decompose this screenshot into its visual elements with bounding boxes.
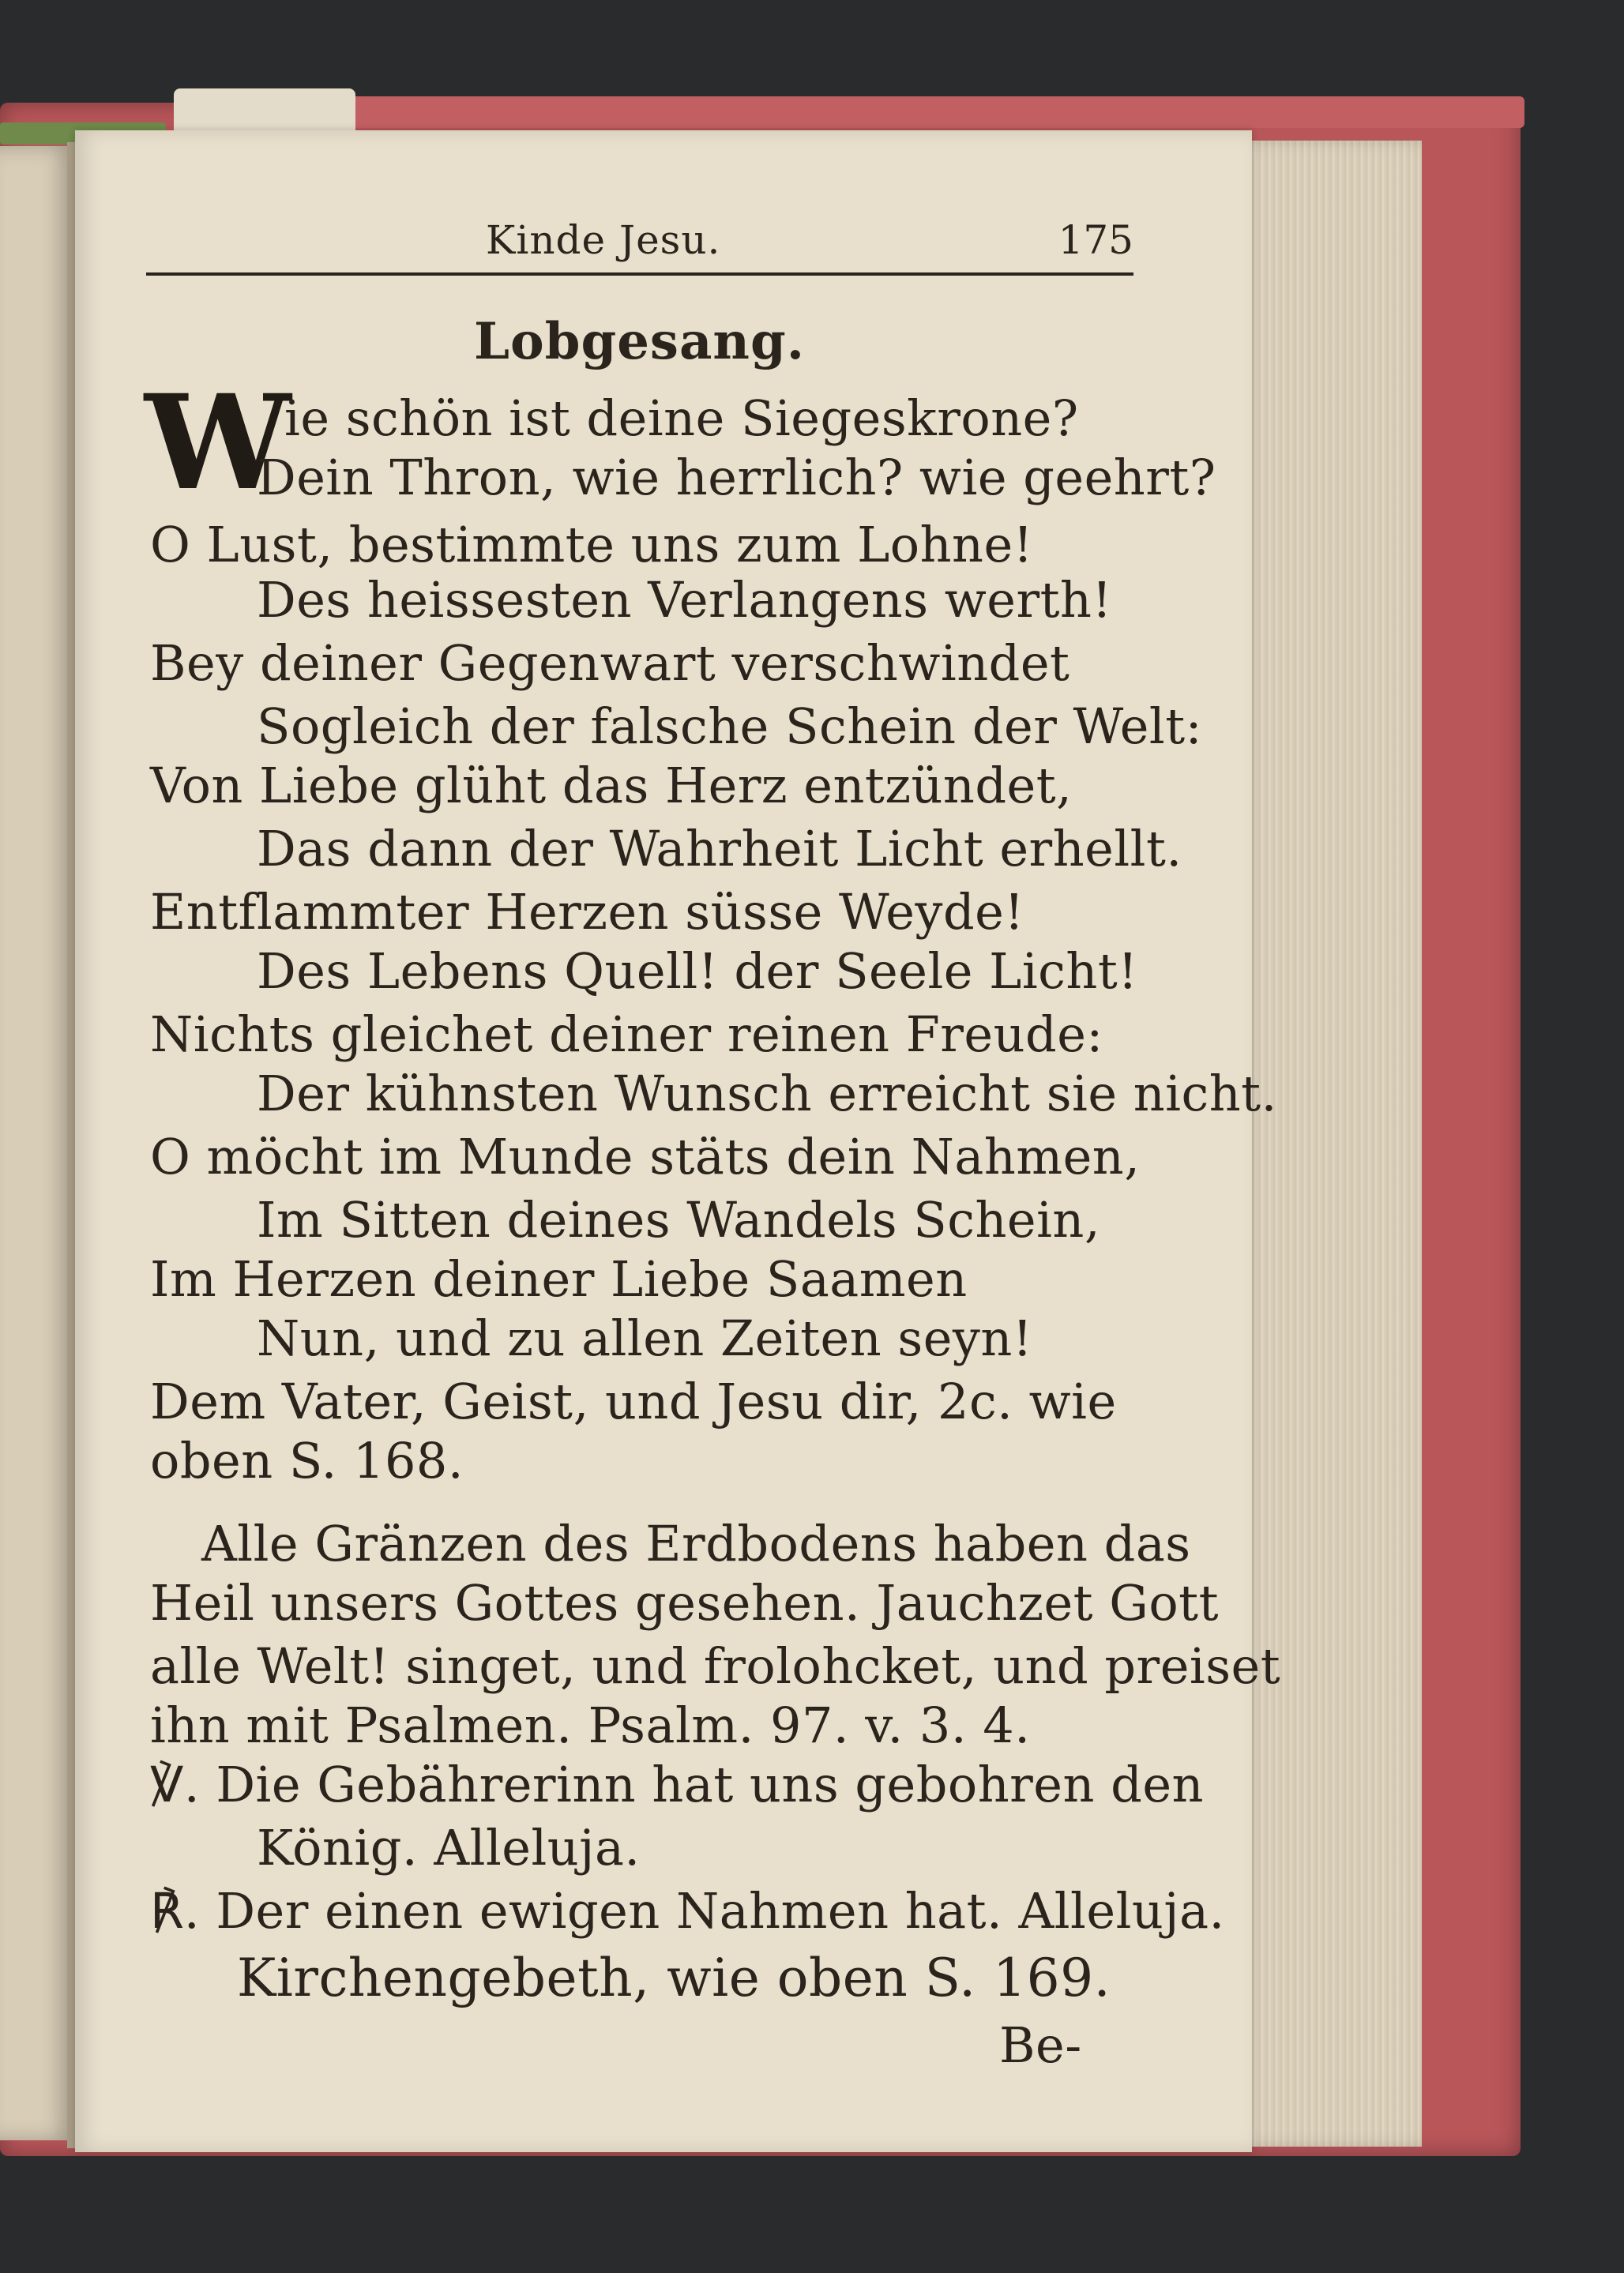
cover-top-edge bbox=[182, 96, 1524, 128]
hymn-line: Von Liebe glüht das Herz entzündet, bbox=[150, 757, 1073, 814]
hymn-line: Bey deiner Gegenwart verschwindet bbox=[150, 634, 1070, 692]
hymn-line: Des Lebens Quell! der Seele Licht! bbox=[257, 942, 1138, 1000]
hymn-line: O Lust, bestimmte uns zum Lohne! bbox=[150, 516, 1034, 573]
response-line: ℟. Der einen ewigen Nahmen hat. Alleluja. bbox=[150, 1882, 1225, 1940]
drop-cap: W bbox=[145, 366, 291, 519]
hymn-line: Nun, und zu allen Zeiten seyn! bbox=[257, 1309, 1033, 1367]
hymn-line: Dein Thron, wie herrlich? wie geehrt? bbox=[257, 449, 1216, 506]
hymn-line: ie schön ist deine Siegeskrone? bbox=[284, 389, 1079, 447]
prose-line: ihn mit Psalmen. Psalm. 97. v. 3. 4. bbox=[150, 1696, 1031, 1754]
hymn-line: Entflammter Herzen süsse Weyde! bbox=[150, 883, 1024, 941]
hymn-line: Sogleich der falsche Schein der Welt: bbox=[257, 697, 1203, 755]
hymn-line: oben S. 168. bbox=[150, 1432, 464, 1490]
hymn-line: Der kühnsten Wunsch erreicht sie nicht. bbox=[257, 1065, 1277, 1122]
prayer-line: Kirchengebeth, wie oben S. 169. bbox=[237, 1948, 1111, 2008]
hymn-line: O möcht im Munde stäts dein Nahmen, bbox=[150, 1128, 1141, 1185]
prose-line: alle Welt! singet, und frolohcket, und preiset bbox=[150, 1637, 1281, 1695]
catchword: Be- bbox=[999, 2016, 1082, 2074]
left-page-edge bbox=[0, 146, 75, 2140]
hymn-line: Nichts gleichet deiner reinen Freude: bbox=[150, 1005, 1103, 1063]
versicle-line: ℣. Die Gebährerinn hat uns gebohren den bbox=[150, 1756, 1204, 1813]
page-block-edges bbox=[1236, 141, 1422, 2147]
prose-line: Alle Gränzen des Erdbodens haben das bbox=[201, 1515, 1191, 1572]
hymn-line: Dem Vater, Geist, und Jesu dir, 2c. wie bbox=[150, 1373, 1117, 1430]
versicle-line: König. Alleluja. bbox=[257, 1819, 641, 1877]
hymn-line: Im Sitten deines Wandels Schein, bbox=[257, 1191, 1101, 1249]
running-header bbox=[146, 209, 1133, 276]
hymn-line: Des heissesten Verlangens werth! bbox=[257, 571, 1112, 629]
running-title: Kinde Jesu. bbox=[486, 217, 721, 263]
prose-line: Heil unsers Gottes gesehen. Jauchzet Gott bbox=[150, 1574, 1219, 1632]
hymn-line: Im Herzen deiner Liebe Saamen bbox=[150, 1250, 968, 1308]
hymn-heading: Lobgesang. bbox=[474, 312, 805, 371]
page-number: 175 bbox=[1058, 217, 1133, 263]
hymn-line: Das dann der Wahrheit Licht erhellt. bbox=[257, 820, 1182, 877]
